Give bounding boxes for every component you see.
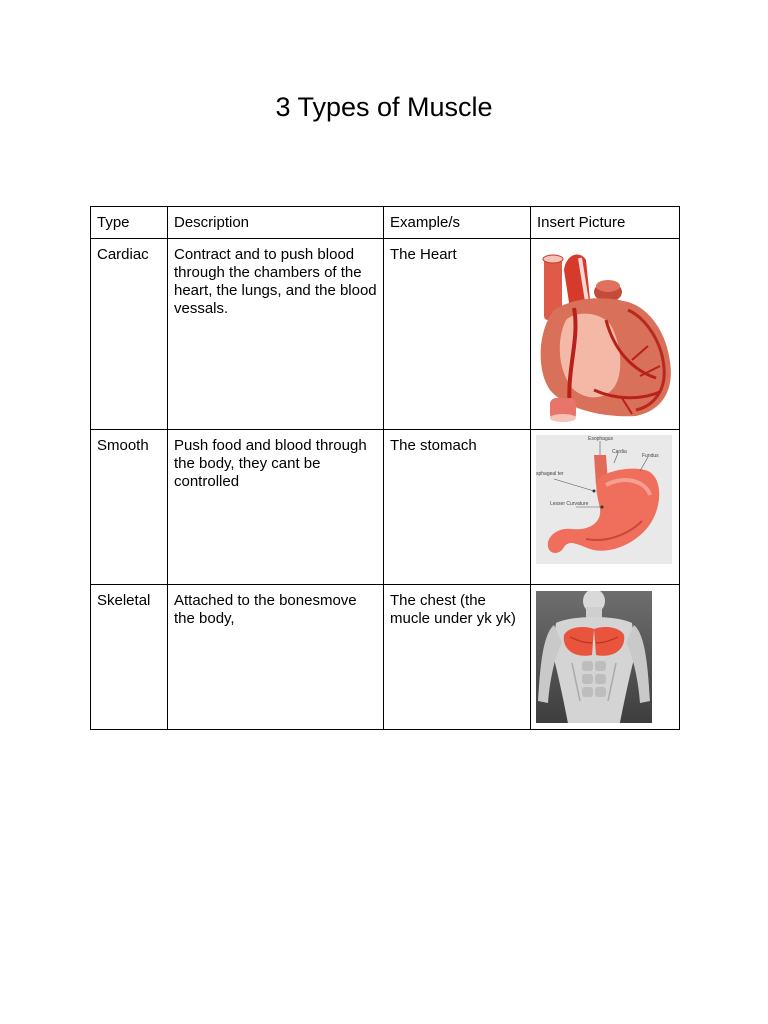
chest-muscle-anatomy-icon — [536, 591, 652, 723]
table-row — [91, 585, 680, 730]
table-row — [91, 430, 680, 585]
table-header-row — [91, 207, 680, 239]
label-fundus: Fundus — [642, 453, 659, 459]
label-sphincter: sphageal ter — [536, 471, 564, 477]
label-esophagus: Esophagus — [588, 436, 614, 442]
cell-description: Push food and blood through the body, they cant be controlled — [168, 430, 384, 585]
heart-illustration-icon — [536, 250, 672, 422]
header-type: Type — [91, 207, 168, 239]
cell-example: The Heart — [384, 239, 531, 430]
cell-type: Cardiac — [91, 239, 168, 430]
table-row — [91, 239, 680, 430]
label-cardia: Cardia — [612, 449, 627, 455]
cell-description: Attached to the bonesmove the body, — [168, 585, 384, 730]
header-description: Description — [168, 207, 384, 239]
cell-example: The stomach — [384, 430, 531, 585]
cell-picture — [531, 239, 680, 430]
cell-picture — [531, 430, 680, 585]
header-picture: Insert Picture — [531, 207, 680, 239]
document-title: 3 Types of Muscle — [275, 92, 493, 122]
header-examples: Example/s — [384, 207, 531, 239]
stomach-diagram-icon — [536, 435, 672, 564]
cell-type: Smooth — [91, 430, 168, 585]
muscle-types-table — [90, 206, 680, 730]
cell-example: The chest (the mucle under yk yk) — [384, 585, 531, 730]
cell-picture — [531, 585, 680, 730]
cell-type: Skeletal — [91, 585, 168, 730]
label-curvature: Lesser Curvature — [550, 501, 589, 507]
cell-description: Contract and to push blood through the chambers of the heart, the lungs, and the blood vessals. — [168, 239, 384, 430]
